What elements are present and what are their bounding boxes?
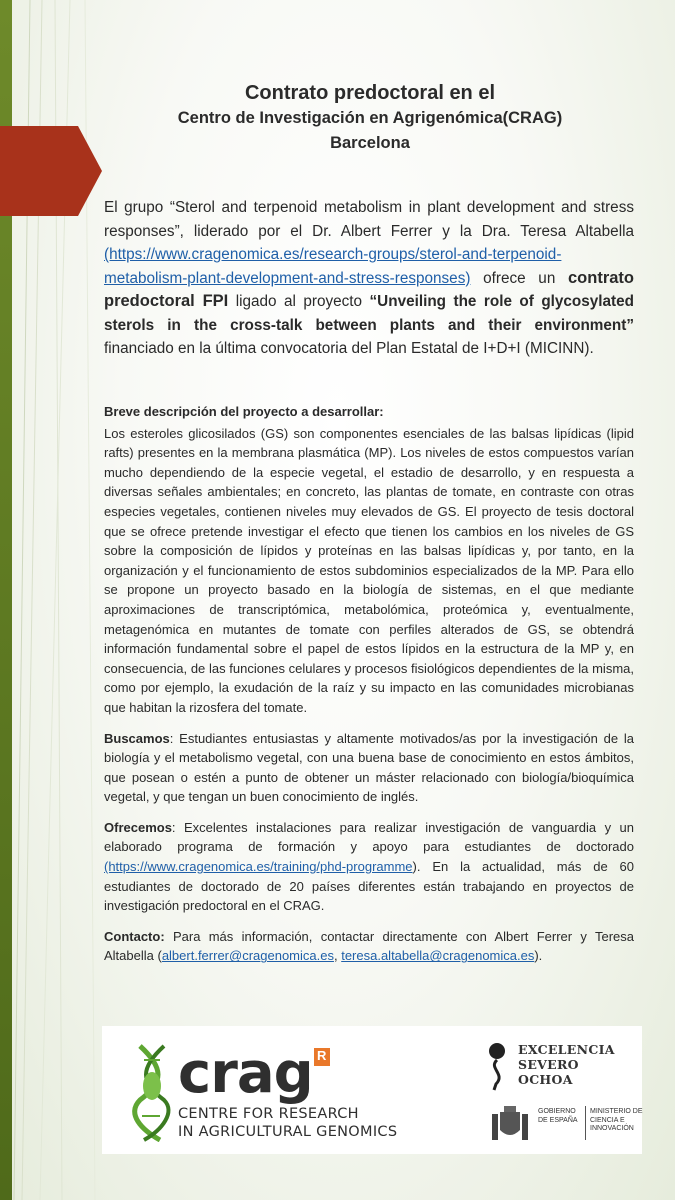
ministerio-text: MINISTERIO DE CIENCIA E INNOVACIÓN — [590, 1108, 643, 1132]
contact-text-2: ). — [534, 948, 543, 964]
crag-subtitle-2: IN AGRICULTURAL GENOMICS — [178, 1124, 398, 1140]
contract-type: contrato predoctoral FPI — [104, 268, 634, 310]
intro-text-1: El grupo “Sterol and terpenoid metabolism in plant development and stress responses”, liderado por el Dr. Albert Ferrer y la Dra. Teresa Altabella — [104, 199, 634, 240]
offer-label: Ofrecemos — [104, 819, 172, 835]
contact-text-1: Para más información, contactar directamente con Albert Ferrer y Teresa Altabella ( — [104, 928, 634, 964]
intro-text-3: ligado al proyecto — [228, 293, 370, 310]
project-title: “Unveiling the role of glycosylated sterols in the cross-talk between plants and their environment” — [104, 293, 634, 334]
description-text: Los esteroles glicosilados (GS) son componentes esenciales de las balsas lipídicas (lipid rafts) presentes en la membrana plasmática (MP). Los niveles de estos compuestos varían mucho dependiendo de la especie vegetal, el estadio de desarrollo, y en respuesta a diversas señales ambientales; en concreto, las plantas de tomate, en contraste con otras especies vegetales, contienen niveles muy elevados de GS. El proyecto de tesis doctoral que se ofrece pretende investigar el efecto que tienen los cambios en los niveles de GS sobre la composición de lípidos y proteínas en las balsas lipídicas y, por tanto, en la organización y el funcionamiento de estos subdominios especializados de la MP. Para ello se propone un proyecto basado en la biología de sistemas, en el que mediante aproximaciones de transcriptómica, metabolómica, proteómica y, eventualmente, metagenómica en mutantes de tomate con perfiles alterados de GS, se obtendrá información fundamental sobre el papel de estos lípidos en la estructura de la MP y, en consecuencia, de las funciones celulares y procesos fisiológicos dependientes de la misma, como por ejemplo, la exudación de la raíz y su impacto en las comunidades microbianas que habitan la rizosfera del tomate. — [104, 425, 634, 715]
severo-ochoa-icon — [484, 1042, 514, 1092]
contact-paragraph — [104, 927, 634, 966]
page-title: Contrato predoctoral en el — [244, 82, 496, 104]
seeking-text: : Estudiantes entusiastas y altamente motivados/as por la investigación de la biología y el metabolismo vegetal, con una buena base de conocimiento en estos ámbitos, que posean o estén a punto de obtener un máster relacionado con biología/bioquímica vegetal, y que tengan un buen conocimiento de inglés. — [104, 730, 634, 805]
severo-ochoa-text: EXCELENCIA SEVERO OCHOA — [518, 1042, 615, 1087]
contact-separator: , — [333, 948, 342, 964]
description-heading: Breve descripción del proyecto a desarrollar: — [104, 404, 384, 419]
crag-logo — [130, 1041, 398, 1142]
logo-footer — [102, 1026, 642, 1154]
registered-badge — [314, 1048, 330, 1066]
dna-leaf-icon — [130, 1042, 176, 1142]
email-link-altabella[interactable]: teresa.altabella@cragenomica.es — [341, 948, 535, 964]
seeking-paragraph — [104, 729, 634, 807]
gobierno-text: GOBIERNO DE ESPAÑA — [538, 1108, 578, 1124]
header — [110, 80, 630, 156]
red-arrow-banner — [0, 126, 105, 216]
offer-text-1: : Excelentes instalaciones para realizar investigación de vanguardia y un elaborado programa de formación y apoyo para estudiantes de doctorado — [104, 819, 634, 855]
contact-label: Contacto: — [104, 928, 165, 944]
logo-divider — [585, 1106, 586, 1140]
seeking-label: Buscamos — [104, 730, 170, 746]
city-name: Barcelona — [330, 134, 410, 152]
coat-of-arms-icon — [488, 1104, 532, 1144]
phd-programme-link[interactable]: (https://www.cragenomica.es/training/phd-programme — [104, 859, 413, 875]
intro-text-4: financiado en la última convocatoria del Plan Estatal de I+D+I (MICINN). — [104, 340, 594, 357]
email-link-ferrer[interactable]: albert.ferrer@cragenomica.es — [161, 948, 334, 964]
group-link[interactable]: (https://www.cragenomica.es/research-groups/sterol-and-terpenoid-metabolism-plant-development-and-stress-responses) — [104, 246, 562, 287]
offer-paragraph — [104, 818, 634, 916]
body-section — [104, 402, 634, 977]
offer-text-2: ). En la actualidad, más de 60 estudiantes de doctorado de 20 países diferentes están trabajando en proyectos de investigación predoctoral en el CRAG. — [104, 859, 634, 914]
institution-name: Centro de Investigación en Agrigenómica(CRAG) — [177, 109, 563, 127]
crag-wordmark: crag — [178, 1041, 313, 1106]
crag-subtitle-1: CENTRE FOR RESEARCH — [178, 1106, 359, 1122]
intro-text-2: ofrece un — [470, 269, 568, 287]
severo-ochoa-logo — [482, 1040, 642, 1150]
intro-paragraph — [104, 196, 634, 361]
